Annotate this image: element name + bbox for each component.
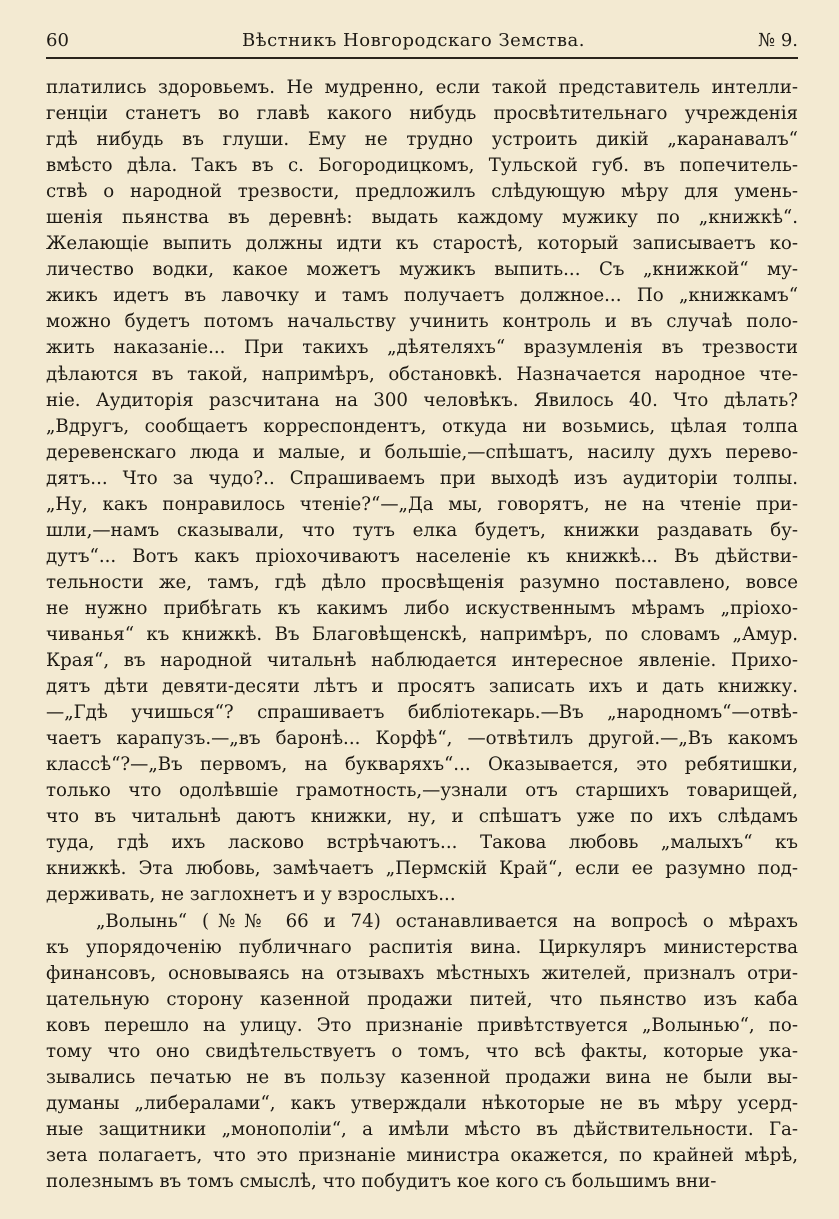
text-line: дятъ дѣти девяти-десяти лѣтъ и просятъ записать ихъ и дать книжку. xyxy=(46,676,798,698)
text-line: книжкѣ. Эта любовь, замѣчаетъ „Пермскій Край“, если ее разумно под- xyxy=(46,858,798,880)
text-line: ствѣ о народной трезвости, предложилъ слѣдующую мѣру для умень- xyxy=(46,181,798,203)
issue-number: № 9. xyxy=(758,30,798,51)
text-line: дѣлаются въ такой, напримѣръ, обстановкѣ. Назначается народное чте- xyxy=(46,363,798,385)
paragraph xyxy=(46,75,798,909)
text-line: Края“, въ народной читальнѣ наблюдается интересное явленіе. Прихо- xyxy=(46,650,798,672)
text-line: тельности же, тамъ, гдѣ дѣло просвѣщенія разумно поставлено, вовсе xyxy=(46,571,798,593)
text-line: —„Гдѣ учишься“? спрашиваетъ библіотекарь.—Въ „народномъ“—отвѣ- xyxy=(46,702,798,724)
text-line: деревенскаго люда и малые, и большіе,—спѣшатъ, насилу духъ перево- xyxy=(46,441,798,463)
running-header xyxy=(46,30,798,59)
text-line: „Волынь“ (№№ 66 и 74) останавливается на вопросѣ о мѣрахъ xyxy=(96,910,798,932)
text-line: „Ну, какъ понравилось чтеніе?“—„Да мы, говорятъ, не на чтеніе при- xyxy=(46,493,798,515)
text-line: шли,—намъ сказывали, что тутъ елка будетъ, книжки раздавать бу- xyxy=(46,519,798,541)
text-line: зета полагаетъ, что это признаніе министра окажется, по крайней мѣрѣ, xyxy=(46,1144,798,1166)
text-line: туда, гдѣ ихъ ласково встрѣчаютъ... Такова любовь „малыхъ“ къ xyxy=(46,832,798,854)
text-line: гдѣ нибудь въ глуши. Ему не трудно устроить дикій „каранавалъ“ xyxy=(46,129,798,151)
paragraph xyxy=(46,909,798,1196)
text-line: Желающіе выпить должны идти къ старостѣ, который записываетъ ко- xyxy=(46,233,798,255)
journal-title: Вѣстникъ Новгородскаго Земства. xyxy=(242,30,585,51)
text-line: финансовъ, основываясь на отзывахъ мѣстныхъ жителей, призналъ отри- xyxy=(46,962,798,984)
text-line: „Вдругъ, сообщаетъ корреспондентъ, откуда ни возьмись, цѣлая толпа xyxy=(46,415,798,437)
text-line: чиванья“ къ книжкѣ. Въ Благовѣщенскѣ, напримѣръ, по словамъ „Амур. xyxy=(46,623,798,645)
text-line: къ упорядоченію публичнаго распитія вина. Циркуляръ министерства xyxy=(46,936,798,958)
text-line: только что одолѣвшіе грамотность,—узнали отъ старшихъ товарищей, xyxy=(46,780,798,802)
text-line: личество водки, какое можетъ мужикъ выпить... Съ „книжкой“ му- xyxy=(46,259,798,281)
text-line: думаны „либералами“, какъ утверждали нѣкоторые не въ мѣру усерд- xyxy=(46,1092,798,1114)
text-line: шенія пьянства въ деревнѣ: выдать каждому мужику по „книжкѣ“. xyxy=(46,207,798,229)
text-line: чаетъ карапузъ.—„въ баронѣ... Корфѣ“, —отвѣтилъ другой.—„Въ какомъ xyxy=(46,728,798,750)
text-line: дятъ... Что за чудо?.. Спрашиваемъ при выходѣ изъ аудиторіи толпы. xyxy=(46,467,798,489)
text-line: классѣ“?—„Въ первомъ, на букваряхъ“... Оказывается, это ребятишки, xyxy=(46,754,798,776)
text-line: ковъ перешло на улицу. Это признаніе привѣтствуется „Волынью“, по- xyxy=(46,1014,798,1036)
text-line: генціи станетъ во главѣ какого нибудь просвѣтительнаго учрежденія xyxy=(46,103,798,125)
text-line: держивать, не заглохнетъ и у взрослыхъ... xyxy=(46,884,456,906)
text-line: тому что оно свидѣтельствуетъ о томъ, что всѣ факты, которые ука- xyxy=(46,1040,798,1062)
text-line: дутъ“... Вотъ какъ пріохочиваютъ населеніе къ книжкѣ... Въ дѣйстви- xyxy=(46,545,798,567)
text-line: жикъ идетъ въ лавочку и тамъ получаетъ должное... По „книжкамъ“ xyxy=(46,285,798,307)
page-number: 60 xyxy=(46,30,69,51)
text-line: не нужно прибѣгать къ какимъ либо искуственнымъ мѣрамъ „пріохо- xyxy=(46,597,798,619)
text-line: что въ читальнѣ даютъ книжки, ну, и спѣшатъ уже по ихъ слѣдамъ xyxy=(46,806,798,828)
article-body xyxy=(46,75,798,1195)
text-line: полезнымъ въ томъ смыслѣ, что побудитъ кое кого съ большимъ вни- xyxy=(46,1170,717,1192)
text-line: жить наказаніе... При такихъ „дѣятеляхъ“ вразумленія въ трезвости xyxy=(46,337,798,359)
text-line: вмѣсто дѣла. Такъ въ с. Богородицкомъ, Тульской губ. въ попечитель- xyxy=(46,155,798,177)
text-line: цательную сторону казенной продажи питей, что пьянство изъ каба xyxy=(46,988,798,1010)
text-line: можно будетъ потомъ начальству учинить контроль и въ случаѣ поло- xyxy=(46,311,798,333)
text-line: ніе. Аудиторія разсчитана на 300 человѣкъ. Явилось 40. Что дѣлать? xyxy=(46,389,798,411)
text-line: платились здоровьемъ. Не мудренно, если такой представитель интелли- xyxy=(46,77,798,98)
text-line: зывались печатью не въ пользу казенной продажи вина не были вы- xyxy=(46,1066,798,1088)
text-line: ные защитники „монополіи“, а имѣли мѣсто въ дѣйствительности. Га- xyxy=(46,1118,798,1140)
